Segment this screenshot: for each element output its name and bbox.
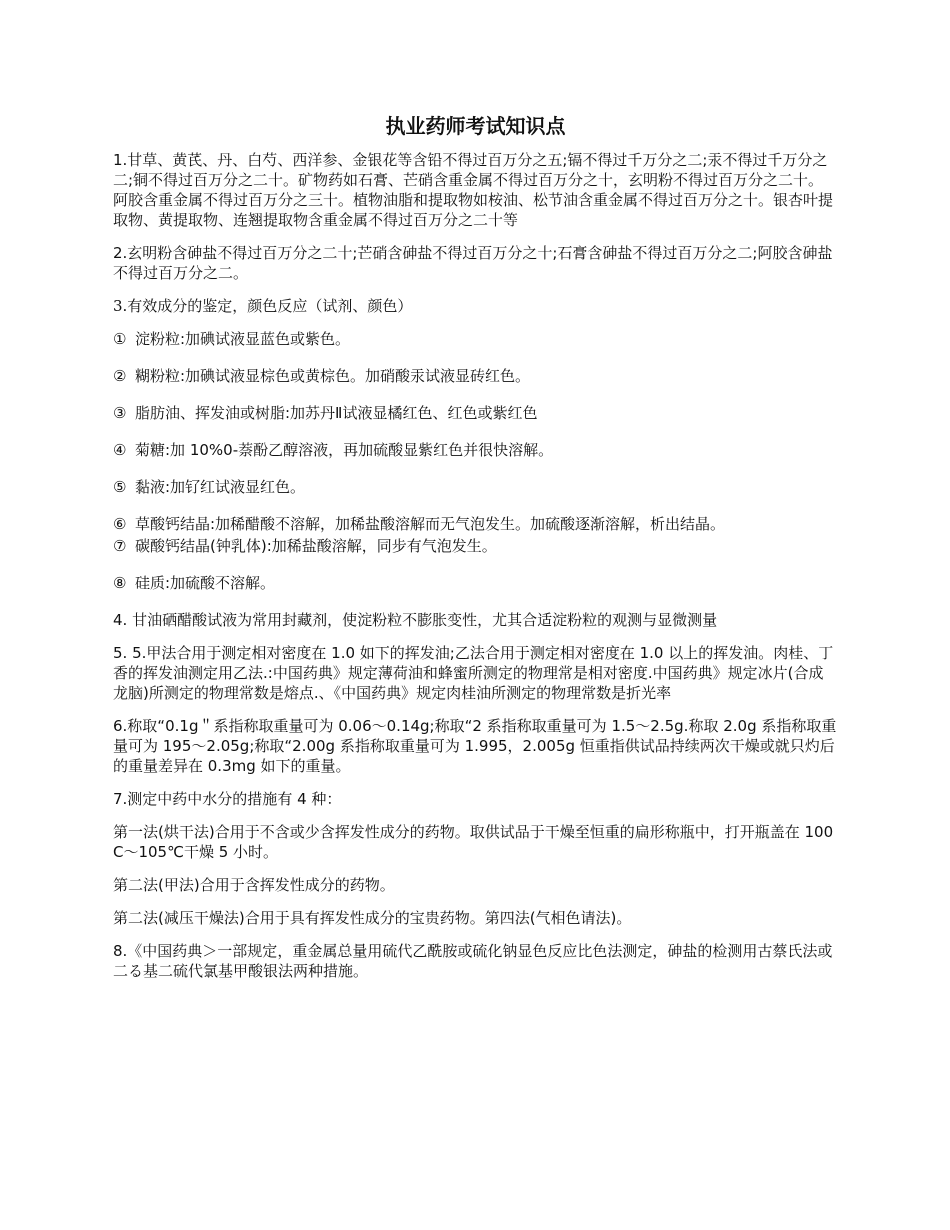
- list-marker: ①: [113, 330, 127, 348]
- paragraph-9: 第二法(甲法)合用于含挥发性成分的药物。: [113, 876, 395, 894]
- paragraph-11: 8.《中国药典＞一部规定，重金属总量用硫代乙酰胺或硫化钠显色反应比色法测定，砷盐的检测用古蔡氏法或二る基二硫代氯基甲酸银法两种措施。: [113, 942, 833, 980]
- list-item-text: 脂肪油、挥发油或树脂:加苏丹Ⅱ试液显橘红色、红色或紫红色: [135, 404, 538, 422]
- list-item: [113, 573, 838, 593]
- list-item: [113, 366, 838, 386]
- list-item: [113, 536, 838, 556]
- paragraph-2: 2.玄明粉含砷盐不得过百万分之二十;芒硝含砷盐不得过百万分之十;石膏含砷盐不得过百万分之二;阿胶含砷盐不得过百万分之二。: [113, 244, 833, 282]
- list-item: [113, 477, 838, 497]
- paragraph-7: 7.测定中药中水分的措施有 4 种：: [113, 790, 342, 808]
- list-item: [113, 514, 838, 534]
- list-item-text: 草酸钙结晶:加稀醋酸不溶解，加稀盐酸溶解而无气泡发生。加硫酸逐渐溶解，析出结晶。: [135, 515, 726, 533]
- list-item: [113, 403, 838, 423]
- list-marker: ⑥: [113, 515, 127, 533]
- list-item: [113, 440, 838, 460]
- list-item-text: 淀粉粒:加碘试液显蓝色或紫色。: [135, 330, 351, 348]
- list-item-text: 糊粉粒:加碘试液显棕色或黄棕色。加硝酸汞试液显砖红色。: [135, 367, 531, 385]
- list-item: [113, 329, 838, 349]
- page-title: 执业药师考试知识点: [385, 114, 566, 138]
- paragraph-6: 6.称取“0.1g＂系指称取重量可为 0.06～0.14g;称取“2 系指称取重量可为 1.5～2.5g.称取 2.0g 系指称取重量可为 195～2.05g;称取“2.00g 系指称取重量可为 1.995，2.005g 恒重指供试品持续两次干燥或就只灼后的重量差异在 0.3mg 如下的重量。: [113, 717, 837, 775]
- paragraph-3: 3.有效成分的鉴定，颜色反应（试剂、颜色）: [113, 297, 413, 315]
- list-item-text: 菊糖:加 10%0-萘酚乙醇溶液，再加硫酸显紫红色并很快溶解。: [135, 441, 554, 459]
- list-marker: ⑦: [113, 537, 127, 555]
- paragraph-5: 5. 5.甲法合用于测定相对密度在 1.0 如下的挥发油;乙法合用于测定相对密度在 1.0 以上的挥发油。肉桂、丁香的挥发油测定用乙法.:中国药典》规定薄荷油和蜂蜜所测定的物理常是相对密度.中国药典》规定冰片(合成龙脑)所测定的物理常数是熔点.、《中国药典》规定肉桂油所测定的物理常数是折光率: [113, 644, 834, 702]
- list-marker: ②: [113, 367, 127, 385]
- paragraph-4: 4. 甘油硒醋酸试液为常用封藏剂，使淀粉粒不膨胀变性，尤其合适淀粉粒的观测与显微测量: [113, 611, 718, 629]
- list-marker: ⑤: [113, 478, 127, 496]
- list-item-text: 黏液:加钌红试液显红色。: [135, 478, 306, 496]
- list-marker: ④: [113, 441, 127, 459]
- paragraph-8: 第一法(烘干法)合用于不含或少含挥发性成分的药物。取供试品于干燥至恒重的扁形称瓶中，打开瓶盖在 100C～105℃干燥 5 小时。: [113, 823, 834, 861]
- list-item-text: 碳酸钙结晶(钟乳体):加稀盐酸溶解，同步有气泡发生。: [135, 537, 497, 555]
- paragraph-10: 第二法(减压干燥法)合用于具有挥发性成分的宝贵药物。第四法(气相色请法)。: [113, 909, 632, 927]
- list-marker: ⑧: [113, 574, 127, 592]
- list-marker: ③: [113, 404, 127, 422]
- paragraph-1: 1.甘草、黄芪、丹、白芍、西洋参、金银花等含铅不得过百万分之五;镉不得过千万分之二;汞不得过千万分之二;铜不得过百万分之二十。矿物药如石膏、芒硝含重金属不得过百万分之十，玄明粉不得过百万分之二十。阿胶含重金属不得过百万分之三十。植物油脂和提取物如桉油、松节油含重金属不得过百万分之十。银杏叶提取物、黄提取物、连翘提取物含重金属不得过百万分之二十等: [113, 151, 834, 229]
- list-item-text: 硅质:加硫酸不溶解。: [135, 574, 276, 592]
